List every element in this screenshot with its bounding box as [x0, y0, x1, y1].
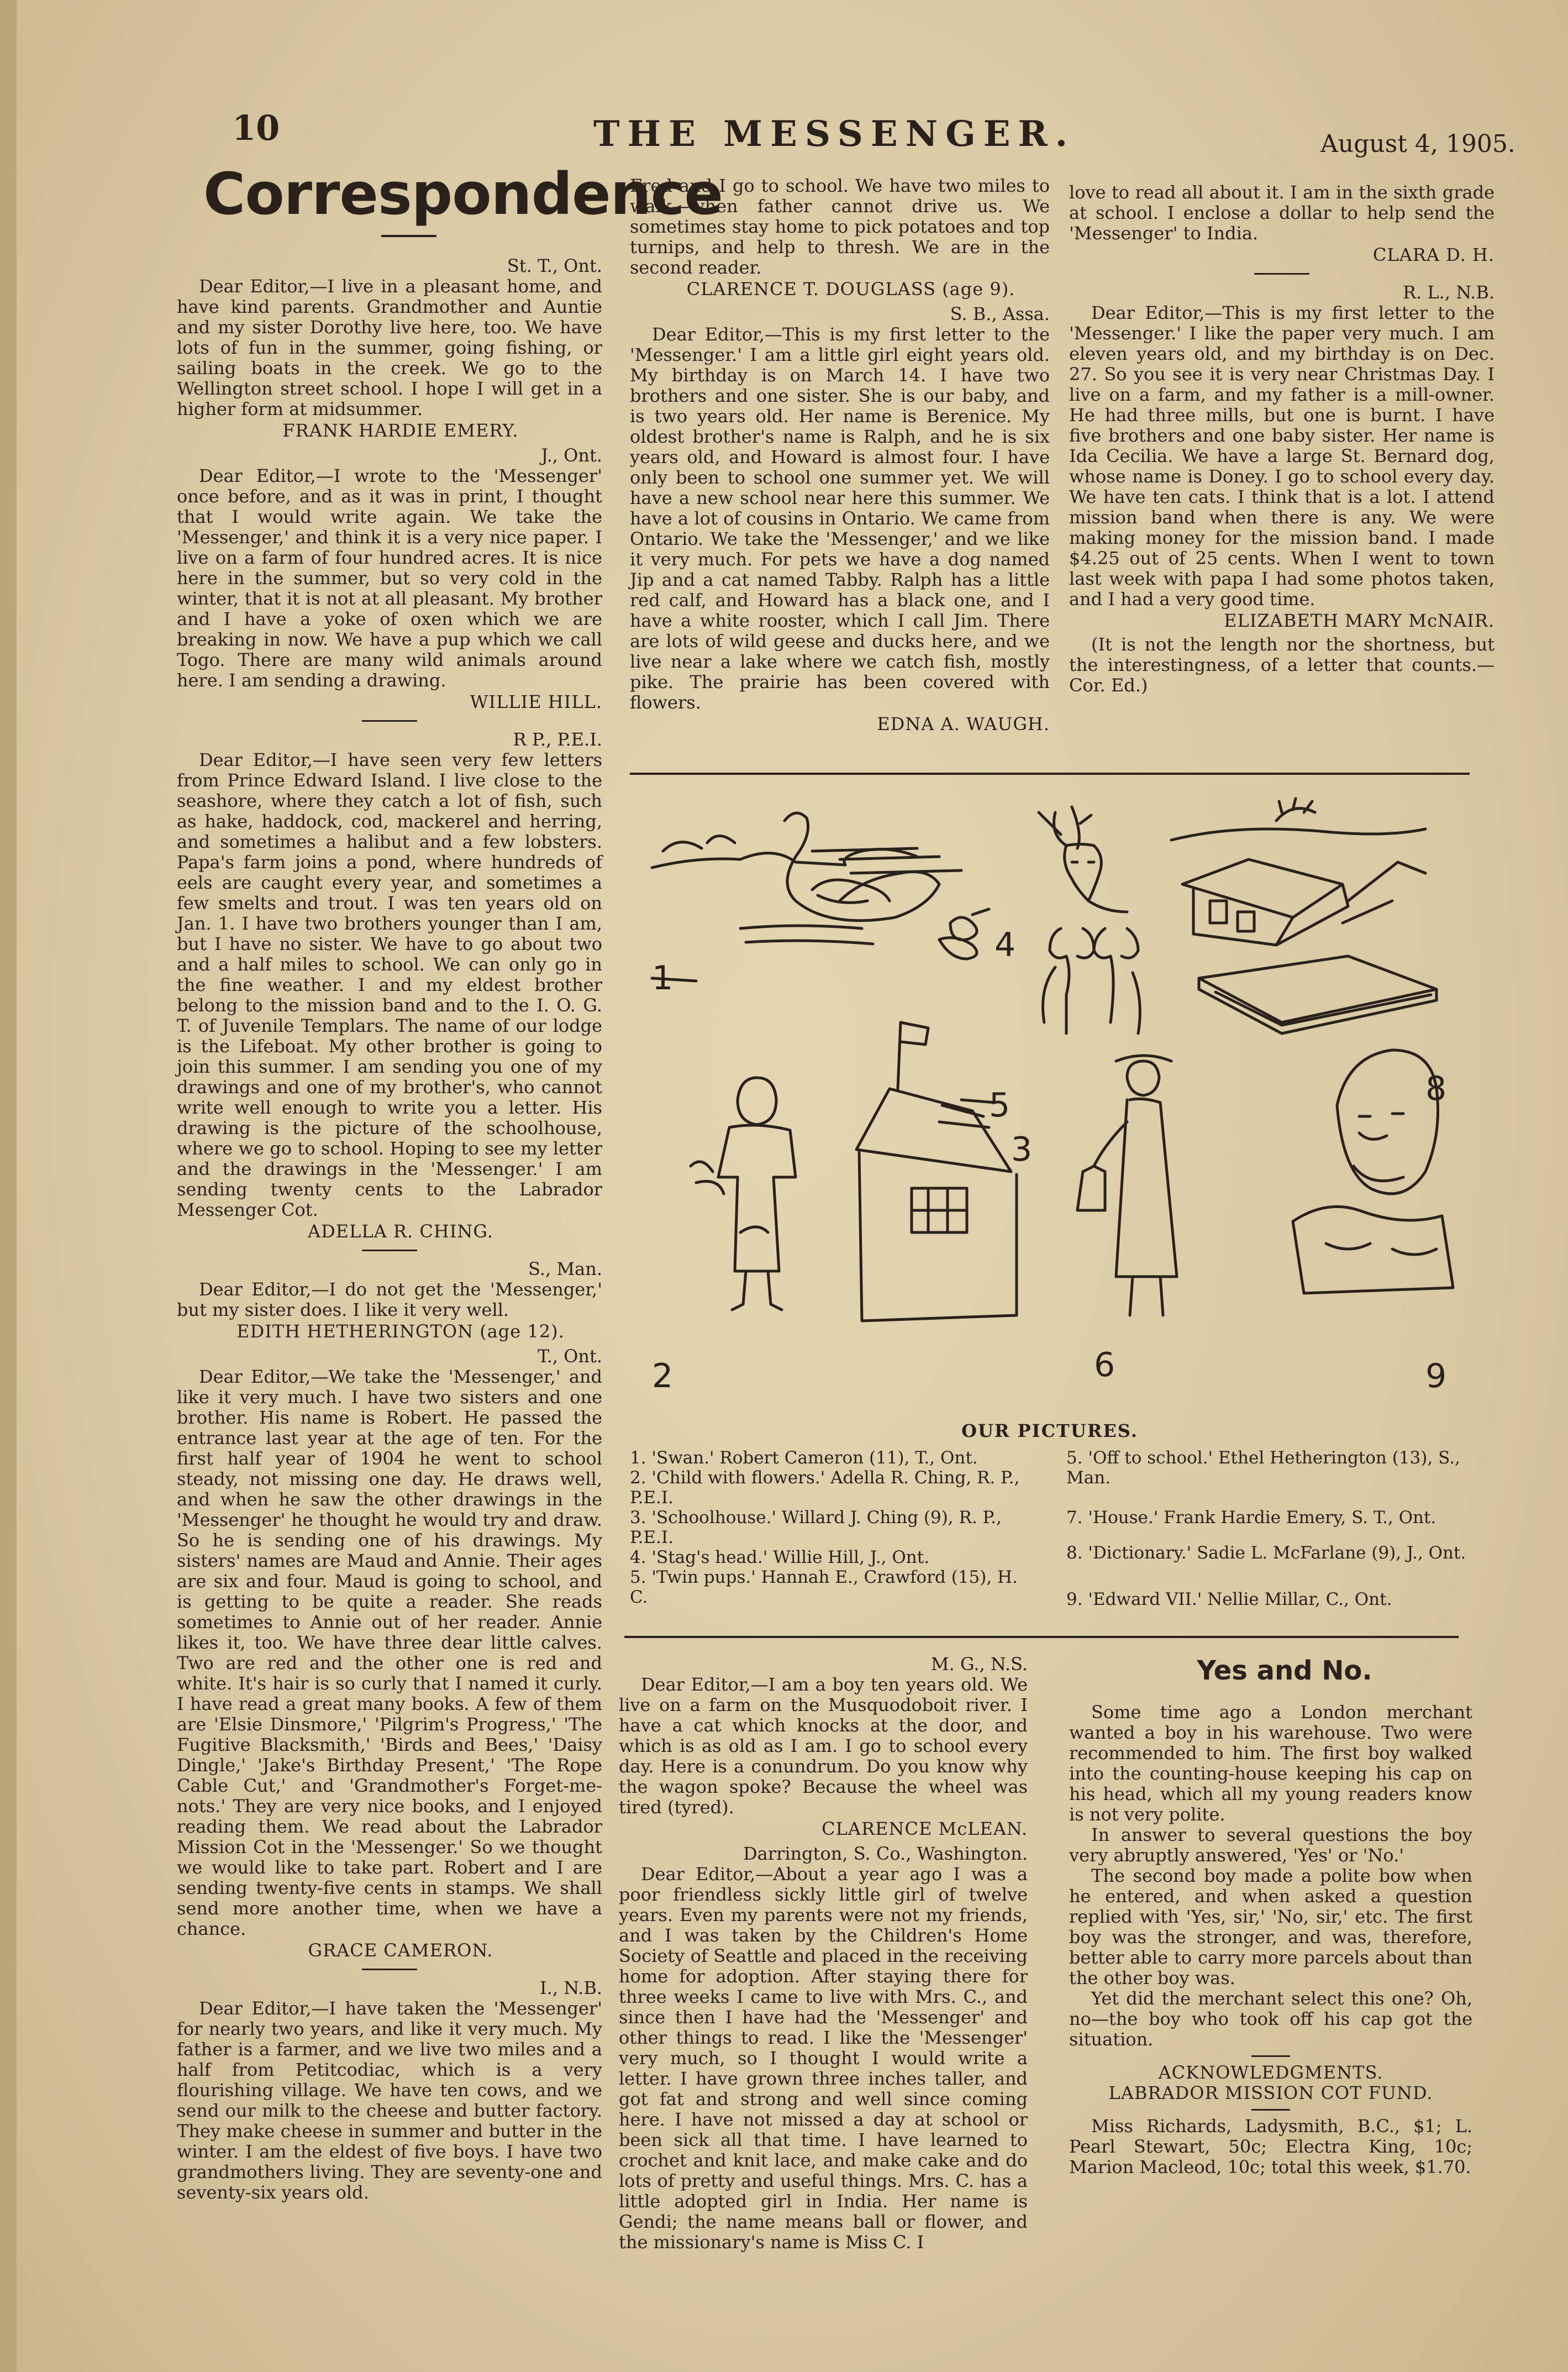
letter-separator — [362, 720, 417, 722]
letter-signature: CLARENCE McLEAN. — [822, 1818, 1028, 1839]
article-paragraph: In answer to several questions the boy very abruptly answered, 'Yes' or 'No.' — [1069, 1824, 1472, 1866]
letter-location: St. T., Ont. — [507, 255, 602, 276]
letter-location: S. B., Assa. — [950, 303, 1050, 324]
column-4 — [619, 1650, 1028, 2253]
letter-body: Dear Editor,—I live in a pleasant home, and have kind parents. Grandmother and Auntie and my sister Dorothy live here, too. We have lots of fun in the summer, going fishing, or sailing boats in the creek. We go to the Wellington street school. I hope I will get in a higher form at midsummer. — [177, 276, 602, 419]
pic-number-9: 9 — [1425, 1357, 1447, 1395]
letter-body: Dear Editor,—This is my first letter to the 'Messenger.' I am a little girl eight years old. My birthday is on March 14. I have two brothers and one sister. She is our baby, and is two years old. Her name is Berenice. My oldest brother's name is Ralph, and he is six years old, and Howard is almost four. I have only been to school one summer yet. We will have a new school near here this summer. We have a lot of cousins in Ontario. We came from Ontario. We take the 'Messenger,' and we like it very much. For pets we have a dog named Jip and a cat named Tabby. Ralph has a little red calf, and Howard has a black one, and I have a white rooster, which I call Jim. There are lots of wild geese and ducks here, and we live near a lake where we catch fish, mostly pike. The prairie has been covered with flowers. — [630, 324, 1050, 713]
our-pictures-title: OUR PICTURES. — [961, 1420, 1138, 1441]
letter-location: S., Man. — [528, 1258, 602, 1279]
pic-number-5: 5 — [989, 1086, 1011, 1125]
letter-location: M. G., N.S. — [930, 1654, 1028, 1675]
letter-body: Dear Editor,—I do not get the 'Messenger,' but my sister does. I like it very well. — [177, 1279, 602, 1320]
letter-body: Dear Editor,—This is my first letter to the 'Messenger.' I like the paper very much. I am eleven years old, and my birthday is on Dec. 27. So you see it is very near Christmas Day. I live on a farm, and my father is a mill-owner. He had three mills, but one is burnt. I have five brothers and one baby sister. Her name is Ida Cecilia. We have a large St. Bernard dog, whose name is Doney. I go to school every day. We have ten cats. I think that is a lot. I attend mission band when there is any. We were making money for the mission band. I made $4.25 out of 25 cents. When I went to town last week with papa I had some photos taken, and I had a very good time. — [1069, 302, 1495, 610]
letter-body: love to read all about it. I am in the sixth grade at school. I enclose a dollar to help send the 'Messenger' to India. — [1069, 182, 1495, 244]
stag-head-drawing — [1039, 807, 1127, 912]
section-divider — [630, 773, 1470, 775]
letter-body: Dear Editor,—About a year ago I was a poor friendless sickly little girl of twelve years. Even my parents were not my friends, and I was taken by the Children's Home Society of Seattle and placed in the receiving home for adoption. After staying there for three weeks I came to live with Mrs. C., and since then I have had the 'Messenger' and other things to read. I like the 'Messenger' very much, so I thought I would write a letter. I have grown three inches taller, and got fat and strong and well since coming here. I have not missed a day at school or been sick all that time. I have learned to crochet and knit lace, and make cake and do lots of pretty and useful things. Mrs. C. has a little adopted girl in India. Her name is Gendi; the name means ball or flower, and the missionary's name is Miss C. I — [619, 1864, 1028, 2253]
letter-body: Dear Editor,—I wrote to the 'Messenger' once before, and as it was in print, I thought that I would write again. We take the 'Messenger,' and think it is a very nice paper. I live on a farm of four hundred acres. It is nice here in the summer, but so very cold in the winter, that it is not at all pleasant. My brother and I have a yoke of oxen which we are breaking in now. We have a pup which we call Togo. There are many wild animals around here. I am sending a drawing. — [177, 465, 602, 691]
letter-location: R. L., N.B. — [1402, 282, 1495, 303]
fund-list: Miss Richards, Ladysmith, B.C., $1; L. Pearl Stewart, 50c; Electra King, 10c; Marion Macleod, 10c; total this week, $1.70. — [1069, 2116, 1472, 2177]
column-1 — [177, 251, 602, 2203]
picture-caption: 8. 'Dictionary.' Sadie L. McFarlane (9), J., Ont. — [1066, 1543, 1466, 1563]
letter-location: R P., P.E.I. — [513, 729, 602, 750]
children-drawings — [630, 790, 1470, 1420]
house-drawing — [1171, 799, 1425, 945]
letter-separator — [1254, 273, 1309, 275]
pic-number-2: 2 — [652, 1357, 673, 1395]
letter-location: J., Ont. — [541, 445, 602, 466]
picture-caption: 5. 'Twin pups.' Hannah E., Crawford (15), H. C. — [630, 1567, 1018, 1607]
picture-caption: 7. 'House.' Frank Hardie Emery, S. T., Ont. — [1066, 1508, 1437, 1528]
letter-body: Dear Editor,—I have seen very few letters from Prince Edward Island. I live close to the seashore, where they catch a lot of fish, such as hake, haddock, cod, mackerel and herring, and sometimes a halibut and a few lobsters. Papa's farm joins a pond, where hundreds of eels are caught every year, and sometimes a few smelts and trout. I was ten years old on Jan. 1. I have two brothers younger than I am, but I have no sister. We have to go about two and a half miles to school. We can only go in the fine weather. I and my eldest brother belong to the mission band and to the I. O. G. T. of Juvenile Templars. The name of our lodge is the Lifeboat. My other brother is going to join this summer. I am sending you one of my drawings and one of my brother's, who cannot write well enough to write you a letter. His drawing is the picture of the schoolhouse, where we go to school. Hoping to see my letter and the drawings in the 'Messenger.' I am sending twenty cents to the Labrador Messenger Cot. — [177, 749, 602, 1220]
pic-number-3: 3 — [1011, 1130, 1033, 1169]
letter-signature: FRANK HARDIE EMERY. — [282, 420, 519, 441]
fund-title: LABRADOR MISSION COT FUND. — [1108, 2082, 1433, 2103]
letter-signature: CLARENCE T. DOUGLASS (age 9). — [686, 279, 1015, 300]
picture-caption: 2. 'Child with flowers.' Adella R. Ching, R. P., P.E.I. — [630, 1468, 1020, 1508]
column-5 — [1069, 1702, 1472, 2177]
separator — [1251, 2055, 1290, 2057]
dictionary-drawing — [1199, 956, 1437, 1033]
off-to-school-drawing — [1077, 1056, 1177, 1315]
twin-pups-drawing — [1043, 928, 1140, 1033]
column-3 — [1069, 182, 1495, 696]
picture-caption: 3. 'Schoolhouse.' Willard J. Ching (9), R. P., P.E.I. — [630, 1508, 1002, 1547]
picture-caption: 5. 'Off to school.' Ethel Hetherington (13), S., Man. — [1066, 1448, 1460, 1488]
issue-date: August 4, 1905. — [1320, 130, 1516, 158]
letter-signature: EDITH HETHERINGTON (age 12). — [236, 1321, 565, 1342]
letter-location: I., N.B. — [540, 1977, 602, 1998]
letter-signature: CLARA D. H. — [1372, 244, 1495, 265]
letter-location: T., Ont. — [537, 1346, 602, 1367]
letter-body: (It is not the length nor the shortness, but the interestingness, of a letter that counts.—Cor. Ed.) — [1069, 634, 1495, 696]
column-2 — [630, 176, 1050, 738]
letter-body: Dear Editor,—We take the 'Messenger,' and like it very much. I have two sisters and one brother. His name is Robert. He passed the entrance last year at the age of ten. For the first half year of 1904 he went to school steady, not missing one day. He draws well, and when he saw the other drawings in the 'Messenger' he thought he would try and draw. So he is sending one of his drawings. My sisters' names are Maud and Annie. Their ages are six and four. Maud is going to school, and is getting to be quite a reader. She reads sometimes to Annie out of her reader. Annie likes it, too. We have three dear little calves. Two are red and the other one is red and white. It's hair is so curly that I named it curly. I have read a great many books. A few of them are 'Elsie Dinsmore,' 'Pilgrim's Progress,' 'The Fugitive Blacksmith,' 'Birds and Bees,' 'Daisy Dingle,' 'Jake's Birthday Present,' 'The Rope Cable Cut,' and 'Grandmother's Forget-me-nots.' They are very nice books, and I enjoyed reading them. We read about the Labrador Mission Cot in the 'Messenger.' So we thought we would like to take part. Robert and I are sending twenty-five cents in stamps. We shall send more another time, when we have a chance. — [177, 1366, 602, 1939]
pic-number-6: 6 — [1094, 1346, 1116, 1384]
masthead: THE MESSENGER. — [593, 113, 1075, 155]
letter-signature: ADELLA R. CHING. — [308, 1221, 493, 1242]
letter-signature: ELIZABETH MARY McNAIR. — [1224, 610, 1495, 631]
swan-drawing — [652, 813, 989, 959]
picture-caption: 4. 'Stag's head.' Willie Hill, J., Ont. — [630, 1547, 930, 1567]
separator — [1251, 2109, 1290, 2111]
title-rule — [381, 235, 436, 237]
article-paragraph: Some time ago a London merchant wanted a boy in his warehouse. Two were recommended to him. The first boy walked into the counting-house keeping his cap on his head, which all my young readers know is not very polite. — [1069, 1702, 1472, 1825]
pic-number-8: 8 — [1425, 1069, 1447, 1108]
section-divider-2 — [624, 1636, 1459, 1638]
section-title: Correspondence — [203, 160, 723, 228]
letter-body: Dear Editor,—I am a boy ten years old. We live on a farm on the Musquodoboit river. I have a cat which knocks at the door, and which is as old as I am. I go to school every day. Here is a conundrum. Do you know why the wagon spoke? Because the wheel was tired (tyred). — [619, 1674, 1028, 1818]
page-edge — [0, 0, 17, 2372]
page-number: 10 — [232, 108, 280, 148]
letter-separator — [362, 1969, 417, 1970]
acknowledgments-title: ACKNOWLEDGMENTS. — [1158, 2062, 1383, 2083]
pic-number-1: 1 — [652, 959, 673, 998]
schoolhouse-drawing — [856, 1022, 1017, 1321]
letter-signature: WILLIE HILL. — [470, 691, 602, 712]
letter-location: Darrington, S. Co., Washington. — [743, 1843, 1028, 1864]
letter-body: Fred and I go to school. We have two miles to walk—when father cannot drive us. We sometimes stay home to pick potatoes and top turnips, and help to thresh. We are in the second reader. — [630, 175, 1050, 278]
letter-signature: GRACE CAMERON. — [308, 1940, 493, 1961]
article-paragraph: The second boy made a polite bow when he entered, and when asked a question replied with 'Yes, sir,' 'No, sir,' etc. The first boy was the stronger, and was, therefore, better able to carry more parcels about than the other boy was. — [1069, 1865, 1472, 1988]
letter-separator — [362, 1250, 417, 1251]
article-paragraph: Yet did the merchant select this one? Oh, no—the boy who took off his cap got the situation. — [1069, 1988, 1472, 2050]
pic-number-4: 4 — [995, 926, 1016, 964]
picture-caption: 1. 'Swan.' Robert Cameron (11), T., Ont. — [630, 1448, 978, 1468]
picture-caption: 9. 'Edward VII.' Nellie Millar, C., Ont. — [1066, 1589, 1392, 1609]
picture-captions — [630, 1448, 1470, 1630]
child-with-flowers-drawing — [691, 1078, 796, 1310]
letter-body: Dear Editor,—I have taken the 'Messenger' for nearly two years, and like it very much. My father is a farmer, and we live two miles and a half from Petitcodiac, which is a very flourishing village. We have ten cows, and we send our milk to the cheese and butter factory. They make cheese in summer and butter in the winter. I am the eldest of five boys. I have two grandmothers living. They are seventy-one and seventy-six years old. — [177, 1998, 602, 2203]
yes-and-no-title: Yes and No. — [1197, 1655, 1372, 1686]
letter-signature: EDNA A. WAUGH. — [877, 713, 1050, 734]
